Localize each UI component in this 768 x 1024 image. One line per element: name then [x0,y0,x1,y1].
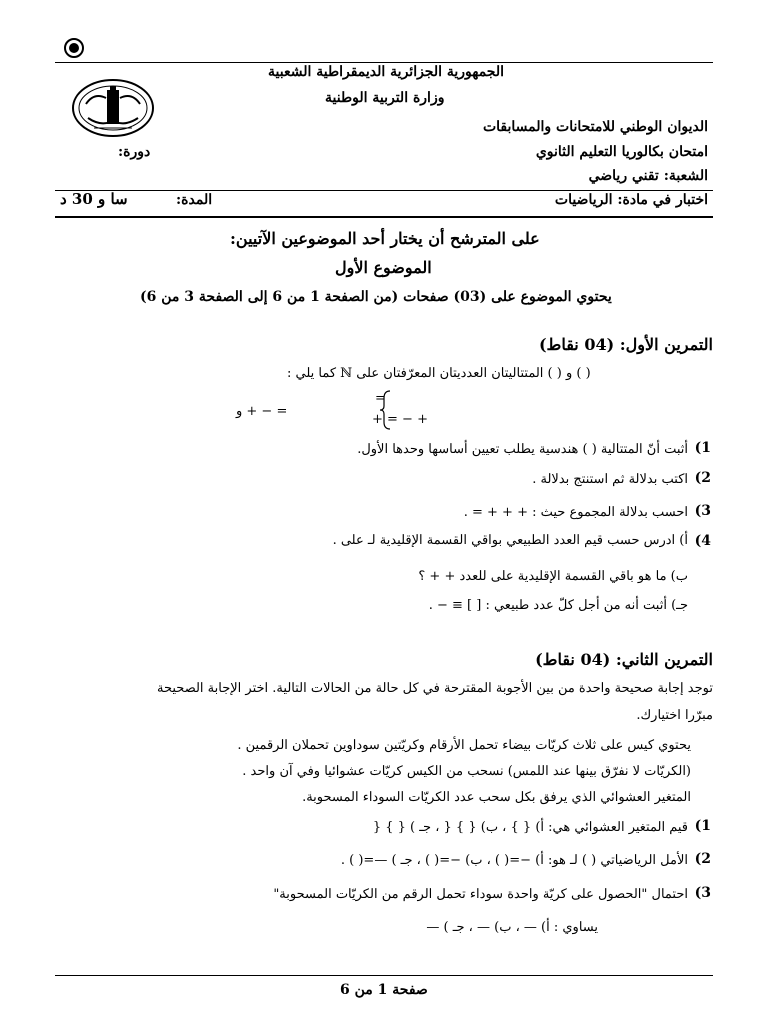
choose-instruction: على المترشح أن يختار أحد الموضوعين الآتيين: [230,229,540,248]
ex2-q3-options: يساوي : أ) — ، ب) — ، جـ ) — [426,920,598,935]
ex2-variable-text: المتغير العشوائي الذي يرفق بكل سحب عدد الكريّات السوداء المسحوبة. [302,790,691,805]
ex1-q4b-text: ب) ما هو باقي القسمة الإقليدية على للعدد + + ؟ [418,569,688,584]
office-title: الديوان الوطني للامتحانات والمسابقات [482,119,708,135]
stream-label: الشعبة: تقني رياضي [588,168,708,184]
ex2-q2-text: الأمل الرياضياتي ( ) لـ هو: أ) −=( ) ، ب) −=( ) ، جـ ) —=( ) . [340,853,688,868]
page-number: صفحة 1 من 6 [340,982,428,998]
ex2-q3-text: احتمال "الحصول على كريّة واحدة سوداء تحمل الرقم من الكريّات المسحوبة" [273,887,688,902]
ex1-q4a-text: أ) ادرس حسب قيم العدد الطبيعي بواقي القسمة الإقليدية لـ على . [332,533,688,548]
ministry-title: وزارة التربية الوطنية [325,90,445,106]
ex2-lead-line-1: توجد إجابة صحيحة واحدة من بين الأجوبة المقترحة في كل حالة من الحالات التالية. اختر الإجابة الصحيحة [157,681,713,696]
ministry-logo-icon [70,76,156,140]
ex2-q2-number: 2) [694,851,711,867]
top-rule [55,62,713,63]
system-line-bottom: + = − + [372,412,428,427]
ex2-lead-line-2: مبرّرا اختيارك. [636,708,713,723]
ex1-q1-text: أثبت أنّ المتتالية ( ) هندسية يطلب تعيين أساسها وحدها الأول. [357,442,688,457]
ex1-q3-number: 3) [694,503,711,519]
ex1-q2-text: اكتب بدلالة ثم استنتج بدلالة . [532,472,688,487]
header-rule-1 [55,190,713,191]
subject-label: اختبار في مادة: الرياضيات [554,192,708,208]
ex1-q4c-text: جـ) أثبت أنه من أجل كلّ عدد طبيعي : [ ] ≡ − . [428,598,688,613]
ex2-draw-text: (الكريّات لا نفرّق بينها عند اللمس) نسحب من الكيس كريّات عشوائيا وفي آن واحد . [242,764,691,779]
ex2-bag-text: يحتوي كيس على ثلاث كريّات بيضاء تحمل الأرقام وكريّتين سوداوين تحملان الرقمين . [237,738,691,753]
header-rule-2 [55,216,713,218]
topic-title: الموضوع الأول [335,258,432,277]
ex1-q1-number: 1) [694,440,711,456]
ex2-q1-text: قيم المتغير العشوائي هي: أ) { } ، ب) { } { ، جـ ) { } { [372,820,688,835]
duration-value: سا و 30 د [60,190,128,208]
duration-label: المدة: [176,192,213,208]
ex1-lead: ( ) و ( ) المتتاليتان العدديتان المعرّفتان على ℕ كما يلي : [287,366,591,381]
system-line-top: = [375,391,386,406]
ex2-q3-number: 3) [694,885,711,901]
exercise-1-title: التمرين الأول: (04 نقاط) [538,335,713,354]
footer-rule [55,975,713,976]
relation-line: = − + و [236,404,288,419]
circle-bullet-icon [63,37,85,59]
exam-title: امتحان بكالوريا التعليم الثانوي [535,144,708,160]
ex1-q4-number: 4) [694,533,711,549]
ex2-q1-number: 1) [694,818,711,834]
pages-note: يحتوي الموضوع على (03) صفحات (من الصفحة 1 من 6 إلى الصفحة 3 من 6) [140,289,612,305]
exercise-2-title: التمرين الثاني: (04 نقاط) [535,650,713,669]
republic-title: الجمهورية الجزائرية الديمقراطية الشعبية [268,64,505,80]
ex1-q2-number: 2) [694,470,711,486]
session-label: دورة: [118,144,151,160]
ex1-q3-text: احسب بدلالة المجموع حيث : + + + = . [463,505,688,520]
